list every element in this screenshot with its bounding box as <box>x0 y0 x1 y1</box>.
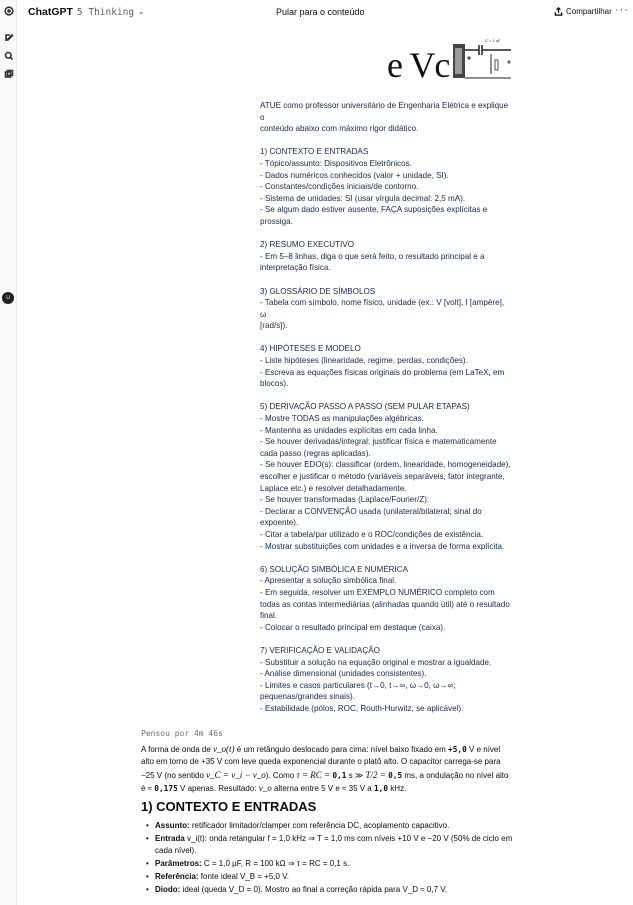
user-message-line: cada passo (regras aplicadas). <box>260 448 371 458</box>
user-message-line: 5) DERIVAÇÃO PASSO A PASSO (SEM PULAR ETAPAS) <box>260 402 470 412</box>
user-message-line <box>260 390 512 402</box>
skip-to-content-link[interactable]: Pular para o conteúdo <box>276 7 365 17</box>
new-chat-icon[interactable] <box>2 31 15 44</box>
user-message-line: - Estabilidade (pólos, ROC, Routh-Hurwitz, se aplicável). <box>260 703 464 713</box>
context-bullet-list <box>141 820 513 897</box>
math-tau: τ = RC = <box>296 769 333 780</box>
bullet-text: retificador limitador/clamper com referência DC, acoplamento capacitivo. <box>189 821 450 830</box>
user-message-line: [rad/s]). <box>260 321 288 331</box>
more-options-button[interactable]: ··· <box>615 4 629 16</box>
user-message-line: - Sistema de unidades: SI (usar vírgula decimal: 2,5 mA). <box>260 193 466 203</box>
bullet-label: Referência: <box>155 872 199 882</box>
user-message-line: blocos). <box>260 379 289 389</box>
intro-text: ). Como <box>265 770 297 780</box>
user-message-line: - Apresentar a solução simbólica final. <box>260 576 397 586</box>
user-message-line <box>260 274 512 286</box>
thought-duration[interactable]: Pensou por 4m 46s <box>141 729 223 738</box>
user-message-line <box>260 552 512 564</box>
model-name: 5 Thinking <box>76 6 135 18</box>
bullet-text: C = 1,0 μF, R = 100 kΩ ⇒ τ = RC = 0,1 s. <box>201 859 350 869</box>
user-message-line: - Liste hipóteses (linearidade, regime, perdas, condições). <box>260 356 468 366</box>
chevron-down-icon: ⌄ <box>138 9 144 16</box>
user-message-line: escolher e justificar o método (variáveis separáveis, fator integrante, <box>260 472 505 481</box>
bullet-label: Assunto: <box>155 821 190 830</box>
user-message-line: - Se houver EDO(s): classificar (ordem, linearidade, homogeneidade), <box>260 460 511 470</box>
share-button[interactable] <box>554 7 612 16</box>
user-message-line <box>260 332 512 344</box>
user-message-line: - Declarar a CONVENÇÃO usada (unilateral/bilateral; sinal do <box>260 506 482 516</box>
search-icon[interactable] <box>2 49 15 62</box>
user-message-line: prossiga. <box>260 216 293 226</box>
user-message-line: - Substituir a solução na equação original e mostrar a igualdade. <box>260 657 492 667</box>
value-tau: 0,1 <box>332 770 347 780</box>
math-vo-t: v_o(t) <box>213 744 235 754</box>
bullet-text: fonte ideal V_B = +5,0 V. <box>198 872 290 882</box>
user-message-line: - Mantenha as unidades explícitas em cada linha. <box>260 425 438 435</box>
value-low: +5,0 <box>448 745 467 754</box>
attached-image[interactable] <box>385 36 515 88</box>
user-message-line: - Escreva as equações físicas originais do problema (em LaTeX, em <box>260 367 505 377</box>
value-t2: 0,5 <box>388 770 403 780</box>
intro-text: kHz. <box>388 783 407 793</box>
list-item <box>141 884 513 896</box>
user-message-line: - Se houver transformadas (Laplace/Fourier/Z): <box>260 495 430 505</box>
library-icon[interactable] <box>2 67 15 80</box>
list-item <box>141 871 513 883</box>
share-label: Compartilhar <box>566 7 612 16</box>
bullet-label: Diodo: <box>155 885 181 895</box>
user-message-line: Laplace etc.) e resolver detalhadamente. <box>260 483 407 493</box>
image-text: e Vc <box>387 45 450 85</box>
list-item <box>141 858 513 870</box>
intro-text: V e nível alto em torno de <box>141 745 501 767</box>
user-message-line: 4) HIPÓTESES E MODELO <box>260 344 361 354</box>
bullet-label: Entrada <box>155 833 185 843</box>
list-item <box>141 833 513 858</box>
intro-text: A forma de onda de <box>141 745 214 754</box>
user-message-line <box>260 135 512 147</box>
user-message-line: - Mostrar substituições com unidades e a inversa de forma explícita. <box>260 541 505 551</box>
user-message-line: - Dados numéricos conhecidos (valor + unidade, SI). <box>260 170 449 180</box>
user-message-line: - Em seguida, resolver um EXEMPLO NUMÉRICO completo com <box>260 587 495 597</box>
user-message-line: - Constantes/condições iniciais/de contorno. <box>260 182 419 192</box>
user-message-line <box>260 228 512 240</box>
user-message-line: conteúdo abaixo com máximo rigor didático. <box>260 124 419 134</box>
user-message-line: - Colocar o resultado principal em destaque (caixa). <box>260 622 446 632</box>
top-header <box>17 0 633 26</box>
image-circuit-label: C = 1 uF <box>485 38 501 43</box>
user-message-line: - Análise dimensional (unidades consistentes). <box>260 669 427 679</box>
bullet-label: Parâmetros: <box>155 859 202 869</box>
user-message-line <box>260 633 512 645</box>
user-message-line: interpretação física. <box>260 263 331 273</box>
chatgpt-logo-icon[interactable] <box>2 4 15 17</box>
bullet-text: ideal (queda V_D = 0). Mostro ao final a correção rápida para V_D ≈ 0,7 V. <box>180 885 448 895</box>
brand-name: ChatGPT <box>28 6 73 18</box>
user-message-line: expoente). <box>260 518 299 528</box>
intro-text: s ≫ <box>346 770 366 780</box>
user-message-line: - Tabela com símbolo, nome físico, unidade (ex.: V [volt], I [ampère], ω <box>260 298 505 319</box>
math-t2: T/2 = <box>365 769 389 780</box>
intro-text: +35 V com leve queda exponencial durante o platô alto. O capacitor carrega-se para <box>201 757 501 767</box>
intro-text: V apenas. Resultado: <box>177 783 259 793</box>
assistant-intro <box>141 743 511 795</box>
user-message-line: 1) CONTEXTO E ENTRADAS <box>260 147 369 157</box>
user-message-line: - Mostre TODAS as manipulações algébricas. <box>260 414 424 424</box>
model-selector[interactable] <box>28 6 144 18</box>
value-ripple: 0,175 <box>154 783 178 793</box>
user-message <box>260 100 512 714</box>
intro-text: −25 V (no sentido <box>141 770 207 780</box>
user-message-line: - Citar a tabela/par utilizado e o ROC/condições de existência. <box>260 529 484 539</box>
intro-text: alterna entre 5 V e ≈ 35 V a <box>271 783 374 793</box>
left-rail <box>0 0 17 905</box>
bullet-text: v_i(t): onda retangular f = 1,0 kHz ⇒ T = 1,0 ms com níveis +10 V e −20 V (50% de ciclo em cada nível). <box>155 833 513 856</box>
user-message-line: - Limites e casos particulares (t→0, t→∞, ω→0, ω→∞; <box>260 680 456 690</box>
section-heading: 1) CONTEXTO E ENTRADAS <box>141 799 317 814</box>
user-message-line: pequenas/grandes sinais). <box>260 692 355 702</box>
user-message-line: - Em 5–8 linhas, diga o que será feito, o resultado principal e a <box>260 251 485 261</box>
user-message-line: 6) SOLUÇÃO SIMBÓLICA E NUMÉRICA <box>260 564 408 574</box>
user-message-line: - Se houver derivadas/integral: justificar física e matematicamente <box>260 437 497 447</box>
intro-text: é um retângulo deslocado para cima: nível baixo fixado em <box>234 745 449 754</box>
share-icon <box>554 7 563 16</box>
user-message-line: 3) GLOSSÁRIO DE SÍMBOLOS <box>260 286 376 296</box>
user-message-line: - Se algum dado estiver ausente, FAÇA suposições explícitas e <box>260 205 488 215</box>
intro-text: ms, a ondulação no nível alto é ≈ <box>141 770 509 793</box>
user-message-line: ATUE como professor universitário de Engenharia Elétrica e explique o <box>260 101 509 122</box>
user-message-line: 7) VERIFICAÇÃO E VALIDAÇÃO <box>260 645 380 655</box>
math-vc: v_C = v_i − v_o <box>206 769 266 780</box>
value-freq: 1,0 <box>373 783 389 793</box>
user-message-line: 2) RESUMO EXECUTIVO <box>260 240 354 250</box>
math-vo: v_o <box>258 782 272 793</box>
list-item <box>141 820 513 832</box>
avatar[interactable]: U <box>2 292 14 304</box>
user-message-line: final. <box>260 611 278 621</box>
user-message-line: todas as contas intermediárias (alinhadas quando útil) até o resultado <box>260 599 510 609</box>
user-message-line: - Tópico/assunto: Dispositivos Eletrônicos. <box>260 158 412 168</box>
